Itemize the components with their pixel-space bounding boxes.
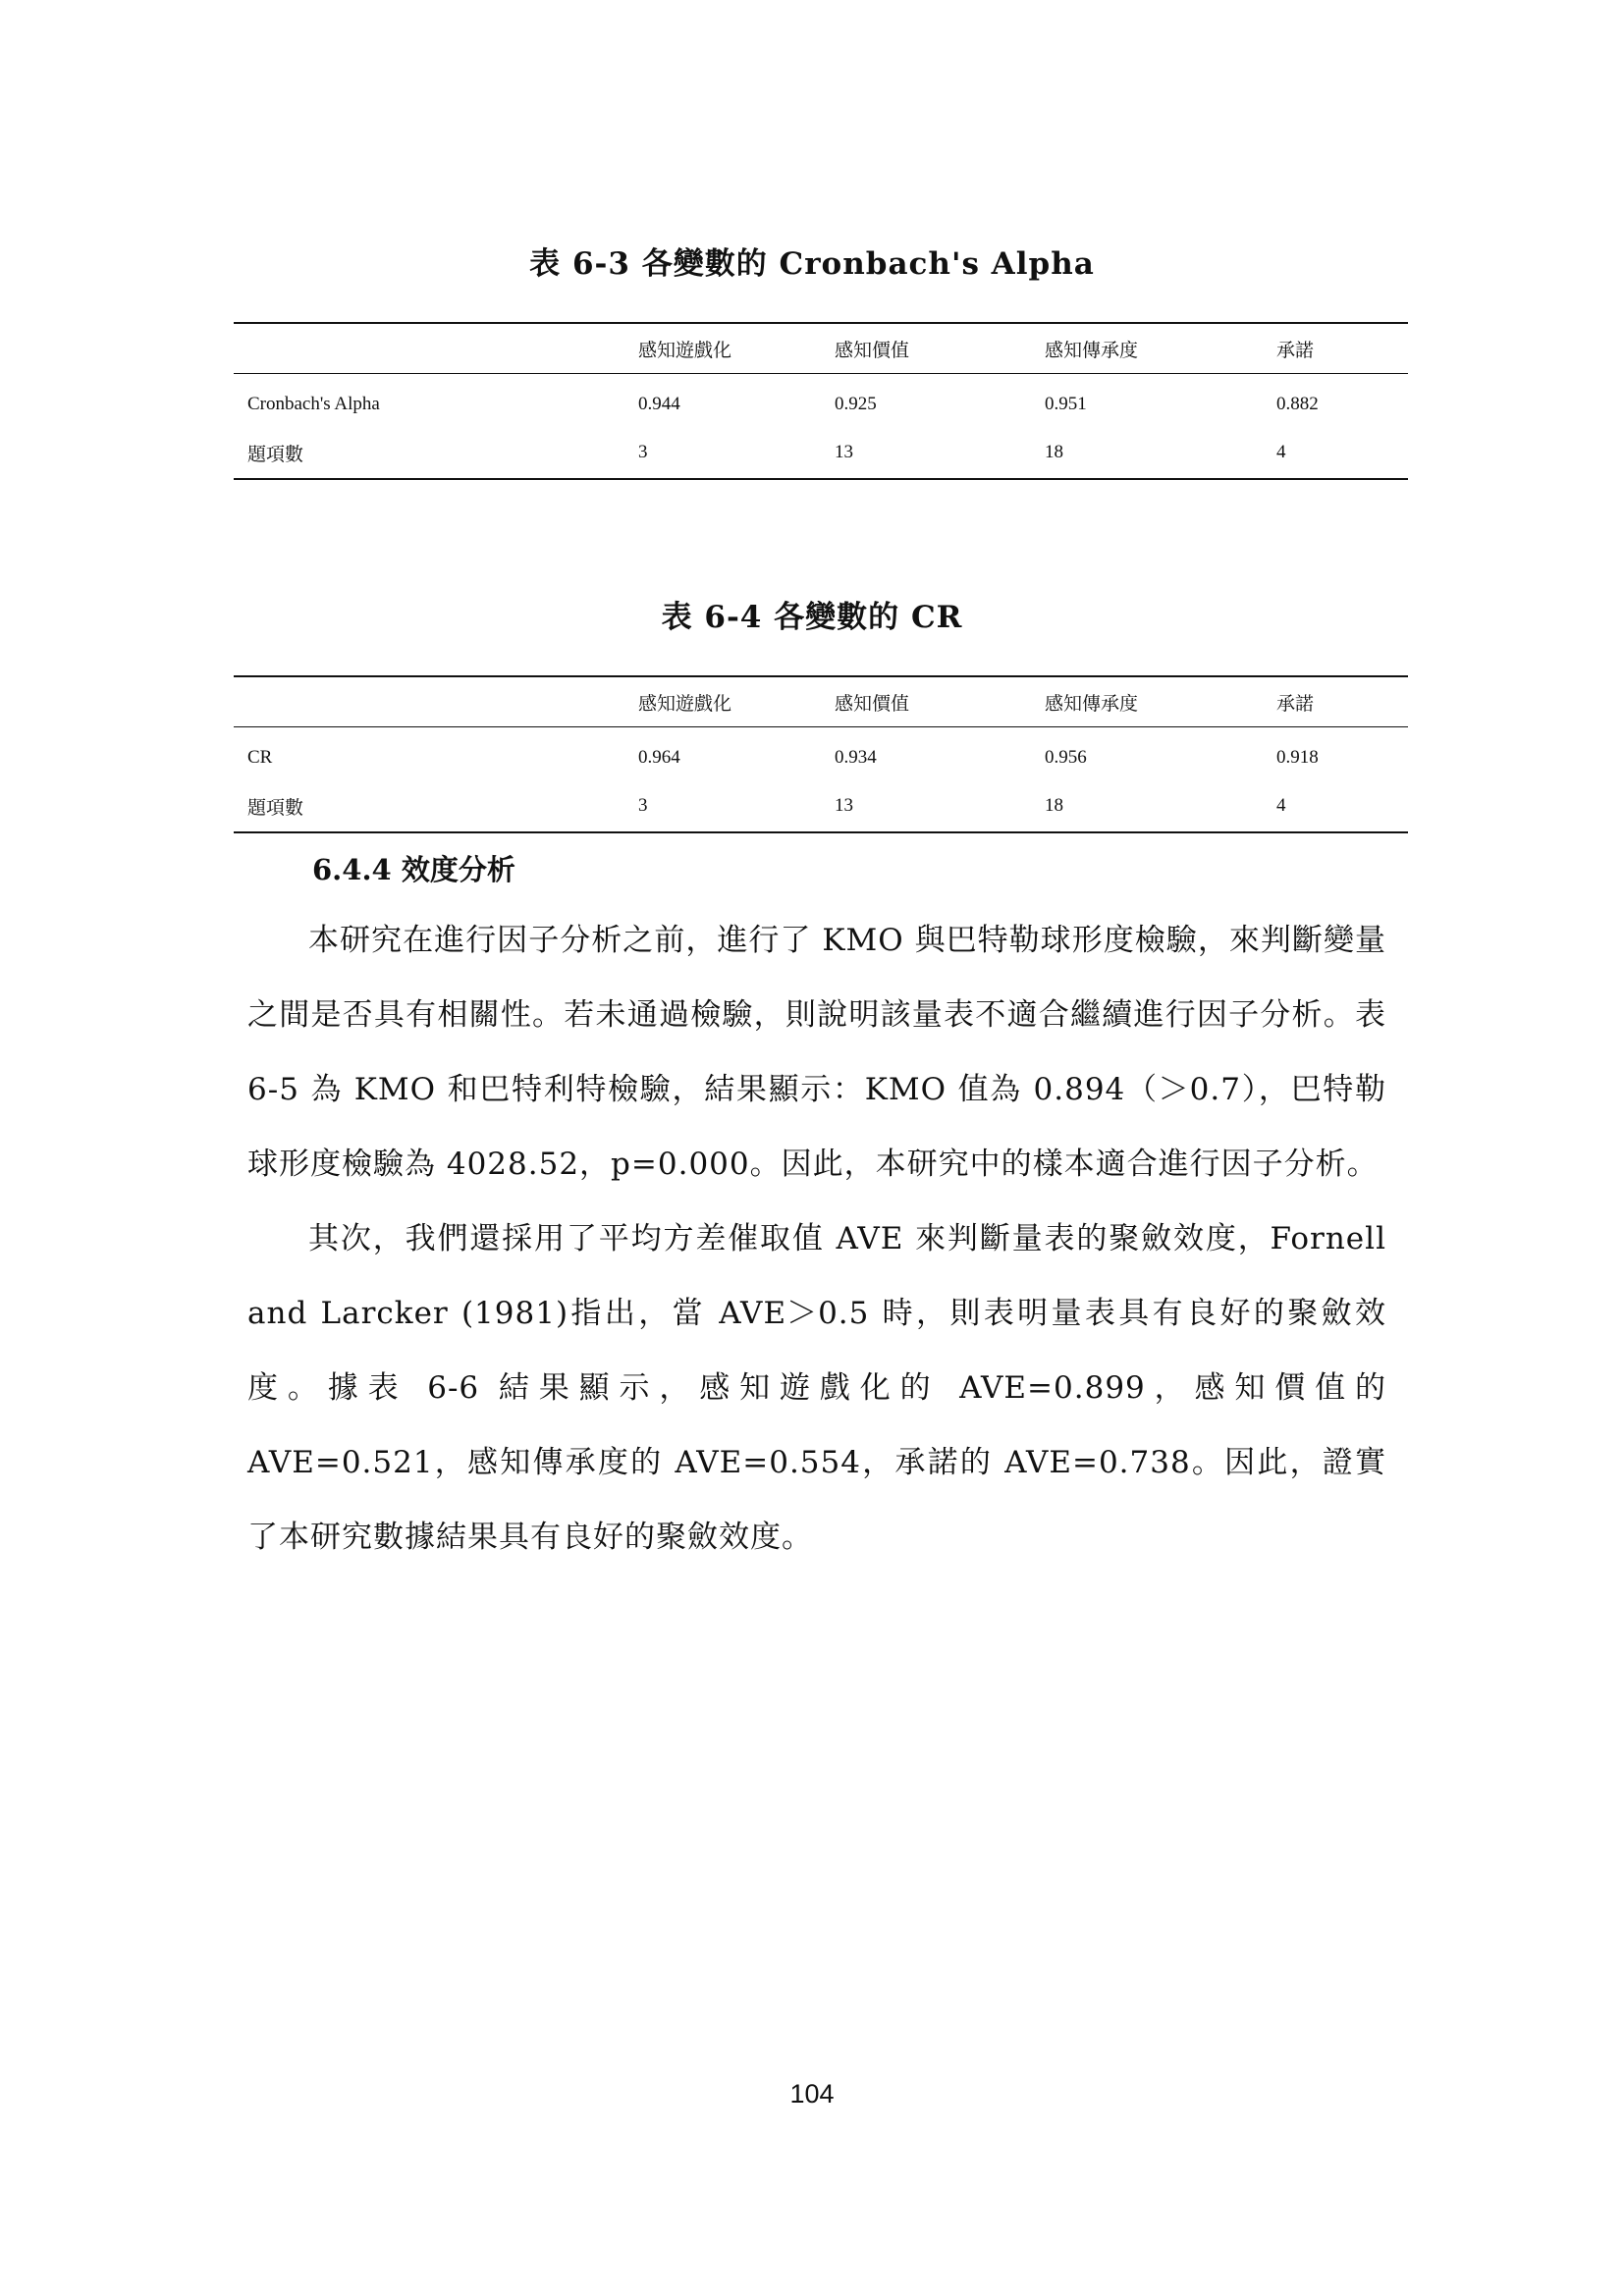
table-cell: 4 xyxy=(1263,431,1408,479)
header-cell: 感知價值 xyxy=(821,676,1031,727)
cronbach-alpha-table xyxy=(234,322,1408,480)
cr-table xyxy=(234,675,1408,833)
header-cell: 承諾 xyxy=(1263,676,1408,727)
table1-caption: 表 6-3 各變數的 Cronbach's Alpha xyxy=(529,246,1095,282)
table-cell: 0.918 xyxy=(1276,747,1319,768)
header-cell: 感知傳承度 xyxy=(1031,323,1263,374)
table-cell: 0.882 xyxy=(1276,394,1319,414)
header-cell xyxy=(234,676,624,727)
header-cell: 感知價值 xyxy=(821,323,1031,374)
table-row xyxy=(234,727,1408,785)
row-label: 題項數 xyxy=(234,784,624,832)
row-label: Cronbach's Alpha xyxy=(247,394,380,414)
body-paragraph: 本研究在進行因子分析之前，進行了 KMO 與巴特勒球形度檢驗，來判斷變量之間是否具有相關性。若未通過檢驗，則說明該量表不適合繼續進行因子分析。表 6-5 為 KMO 和巴特利特檢驗，結果顯示：KMO 值為 0.894（＞0.7），巴特勒球形度檢驗為 4028.52，p=0.000。因此，本研究中的樣本適合進行因子分析。 xyxy=(247,923,1386,1182)
table-cell: 13 xyxy=(821,784,1031,832)
body-paragraph: 其次，我們還採用了平均方差催取值 AVE 來判斷量表的聚斂效度，Fornell and Larcker (1981)指出，當 AVE＞0.5 時，則表明量表具有良好的聚斂效度。據表 6-6 結果顯示，感知遊戲化的 AVE=0.899，感知價值的 AVE=0.521，感知傳承度的 AVE=0.554，承諾的 AVE=0.738。因此，證實了本研究數據結果具有良好的聚斂效度。 xyxy=(247,1221,1386,1555)
header-cell: 承諾 xyxy=(1263,323,1408,374)
table-cell: 3 xyxy=(624,784,821,832)
table-row xyxy=(234,431,1408,479)
table-row xyxy=(234,784,1408,832)
row-label: CR xyxy=(247,747,273,768)
row-label: 題項數 xyxy=(234,431,624,479)
table-cell: 0.951 xyxy=(1045,394,1087,414)
table-cell: 0.934 xyxy=(835,747,877,768)
table-cell: 18 xyxy=(1031,431,1263,479)
table-cell: 3 xyxy=(624,431,821,479)
table-cell: 0.925 xyxy=(835,394,877,414)
table-cell: 0.956 xyxy=(1045,747,1087,768)
table-cell: 13 xyxy=(821,431,1031,479)
table-cell: 4 xyxy=(1263,784,1408,832)
table-header-row xyxy=(234,676,1408,727)
section-heading: 6.4.4 效度分析 xyxy=(312,853,515,886)
table-cell: 0.944 xyxy=(638,394,680,414)
header-cell xyxy=(234,323,624,374)
page-number: 104 xyxy=(789,2079,835,2109)
header-cell: 感知傳承度 xyxy=(1031,676,1263,727)
header-cell: 感知遊戲化 xyxy=(624,323,821,374)
header-cell: 感知遊戲化 xyxy=(624,676,821,727)
table2-caption: 表 6-4 各變數的 CR xyxy=(661,600,963,635)
table-cell: 0.964 xyxy=(638,747,680,768)
table-header-row xyxy=(234,323,1408,374)
table-row xyxy=(234,374,1408,432)
table-cell: 18 xyxy=(1031,784,1263,832)
